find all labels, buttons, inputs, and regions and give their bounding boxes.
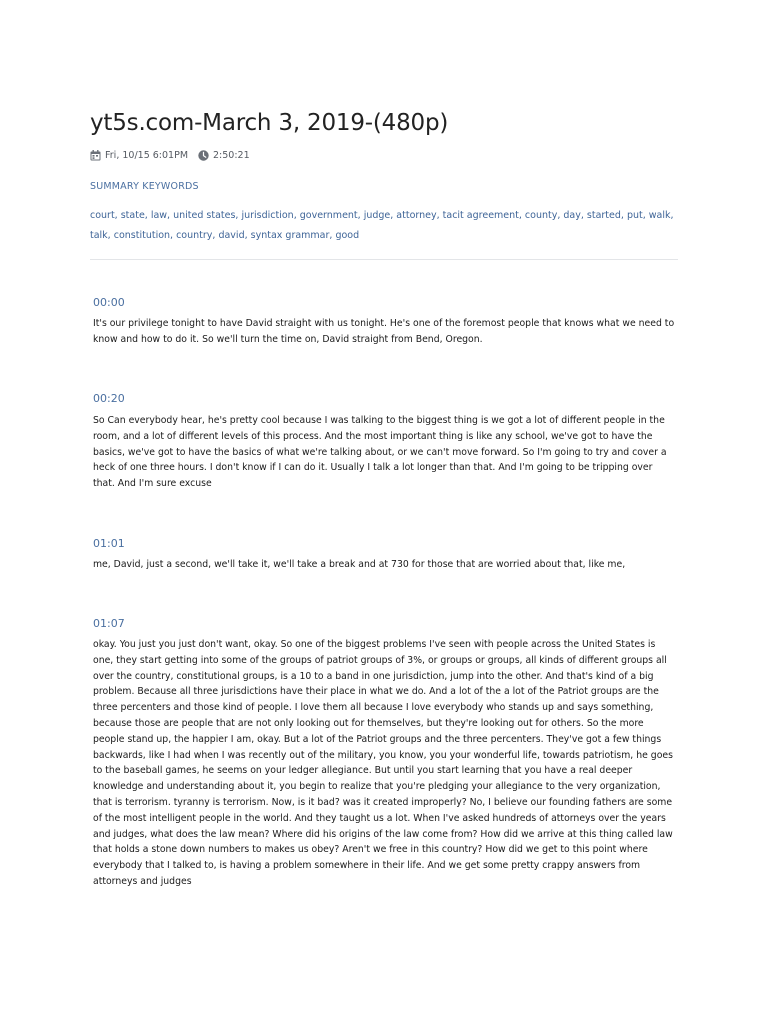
clock-icon <box>198 150 209 161</box>
segment-text: So Can everybody hear, he's pretty cool because I was talking to the biggest thing is we got a lot of different people in the room, and a lot of different levels of this process. And the most important thing is like any school, we've got to have the basics, we've got to have the basics of what we're talking about, or we can't move forward. So I'm going to try and cover a heck of one three hours. I don't know if I can do it. Usually I talk a lot longer than that. And I'm going to be tripping over that. And I'm sure excuse <box>93 415 667 490</box>
segment-timestamp[interactable]: 00:20 <box>93 392 125 405</box>
segment-text: okay. You just you just don't want, okay. So one of the biggest problems I've seen with people across the United States is one, they start getting into some of the groups of patriot groups of 3%, or groups or groups, all kinds of different groups all over the country, constitutional groups, is a 10 to a band in one jurisdiction, jump into the other. And that's kind of a big problem. Because all three jurisdictions have their place in what we do. And a lot of the a lot of the Patriot groups are the three percenters and those kind of people. I love them all because I love everybody who stands up and says something, because those are people that are not only looking out for themselves, but they're looking out for others. So the more people stand up, the happier I am, okay. But a lot of the Patriot groups and the three percenters. They've got a few things backwards, like I had when I was recently out of the military, you know, you your wonderful life, towards patriotism, he goes to the baseball games, he seems on your ledger allegiance. But until you start learning that you have a real deeper knowledge and understanding about it, you begin to realize that you're pledging your allegiance to the very organization, that is terrorism. tyranny is terrorism. Now, is it bad? was it created improperly? No, I believe our founding fathers are some of the most intelligent people in the world. And they taught us a lot. When I've asked hundreds of attorneys over the years and judges, what does the law mean? Where did his origins of the law come from? How did we arrive at this thing called law that holds a stone down numbers to makes us obey? Aren't we free in this country? How did we get to this point where everybody that I talked to, is having a problem somewhere in their life. And we get some pretty crappy answers from attorneys and judges <box>93 639 673 887</box>
summary-keywords-heading: SUMMARY KEYWORDS <box>90 181 199 192</box>
calendar-icon <box>90 150 101 161</box>
document-meta <box>90 147 250 163</box>
segment-timestamp[interactable]: 00:00 <box>93 296 125 309</box>
document-date: Fri, 10/15 6:01PM <box>105 149 189 161</box>
segment-timestamp[interactable]: 01:01 <box>93 537 125 550</box>
segment-timestamp[interactable]: 01:07 <box>93 617 125 630</box>
document-duration: 2:50:21 <box>213 149 250 161</box>
document-title: yt5s.com-March 3, 2019-(480p) <box>90 110 449 136</box>
segment-text: It's our privilege tonight to have David straight with us tonight. He's one of the foremost people that knows what we need to know and how to do it. So we'll turn the time on, David straight from Bend, Oregon. <box>93 318 675 345</box>
summary-keywords: court, state, law, united states, jurisdiction, government, judge, attorney, tacit agreement, county, day, started, put, walk, talk, constitution, country, david, syntax grammar, good <box>90 210 674 241</box>
segment-text: me, David, just a second, we'll take it, we'll take a break and at 730 for those that are worried about that, like me, <box>93 559 626 570</box>
divider <box>90 259 678 260</box>
